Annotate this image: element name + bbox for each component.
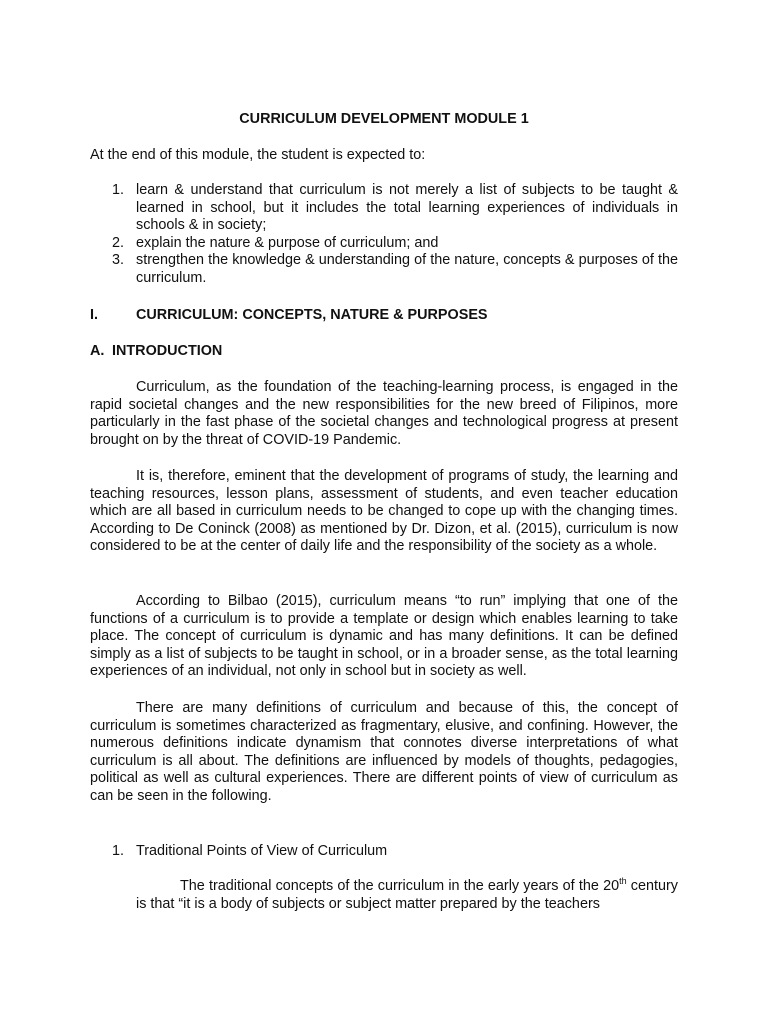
objectives-intro: At the end of this module, the student is expected to: <box>90 147 426 163</box>
section-number: I. <box>90 307 98 323</box>
body-paragraph: Curriculum, as the foundation of the teaching-learning process, is engaged in the rapid societal changes and the new responsibilities for the new breed of Filipinos, more particularly in the fast phase of the societal changes and technological progress at present brought on by the threat of COVID-19 Pandemic. <box>90 379 678 448</box>
subsection-heading <box>90 343 222 361</box>
section-title: CURRICULUM: CONCEPTS, NATURE & PURPOSES <box>136 307 488 323</box>
objective-item <box>90 235 678 253</box>
objectives-list <box>90 182 678 288</box>
ordinal-superscript: th <box>619 876 627 887</box>
objective-text: learn & understand that curriculum is not merely a list of subjects to be taught & learned in school, but it includes the total learning experiences of individuals in schools & in society; <box>136 182 678 234</box>
objective-item <box>90 182 678 235</box>
subsection-letter: A. <box>90 343 105 359</box>
objective-text: explain the nature & purpose of curriculum; and <box>136 234 439 251</box>
body-paragraph: It is, therefore, eminent that the development of programs of study, the learning and teaching resources, lesson plans, assessment of students, and even teacher education which are all based in curriculum needs to be changed to cope up with the changing times. According to De Coninck (2008) as mentioned by Dr. Dizon, et al. (2015), curriculum is now considered to be at the center of daily life and the responsibility of the society as a whole. <box>90 468 678 555</box>
subsection-title: INTRODUCTION <box>112 343 223 359</box>
list-number: 1. <box>112 843 125 859</box>
objective-number: 3. <box>112 252 125 269</box>
objective-text: strengthen the knowledge & understanding of the nature, concepts & purposes of the curriculum. <box>136 252 678 286</box>
traditional-view-paragraph <box>136 878 678 913</box>
objective-number: 1. <box>112 182 125 198</box>
section-heading <box>90 307 488 325</box>
traditional-view-heading <box>112 843 387 861</box>
body-paragraph: According to Bilbao (2015), curriculum means “to run” implying that one of the functions of a curriculum is to provide a template or design which enables learning to take place. The concept of curriculum is dynamic and has many definitions. It can be defined simply as a list of subjects to be taught in school, or in a broader sense, as the total learning experiences of an individual, not only in school but in society as well. <box>90 593 678 680</box>
list-heading-text: Traditional Points of View of Curriculum <box>136 843 388 859</box>
paragraph-text: The traditional concepts of the curriculum in the early years of the 20 <box>180 878 620 894</box>
document-title: CURRICULUM DEVELOPMENT MODULE 1 <box>239 111 529 127</box>
objective-item <box>90 252 678 287</box>
body-paragraph: There are many definitions of curriculum and because of this, the concept of curriculum is sometimes characterized as fragmentary, elusive, and confining. However, the numerous definitions indicate dynamism that connotes diverse interpretations of what curriculum is all about. The definitions are influenced by models of thoughts, pedagogies, political as well as cultural experiences. There are different points of view of curriculum as can be seen in the following. <box>90 700 678 804</box>
objective-number: 2. <box>112 234 125 251</box>
paragraph-text: century is that “it is a body of subjects or subject matter prepared by the teachers <box>136 878 678 912</box>
